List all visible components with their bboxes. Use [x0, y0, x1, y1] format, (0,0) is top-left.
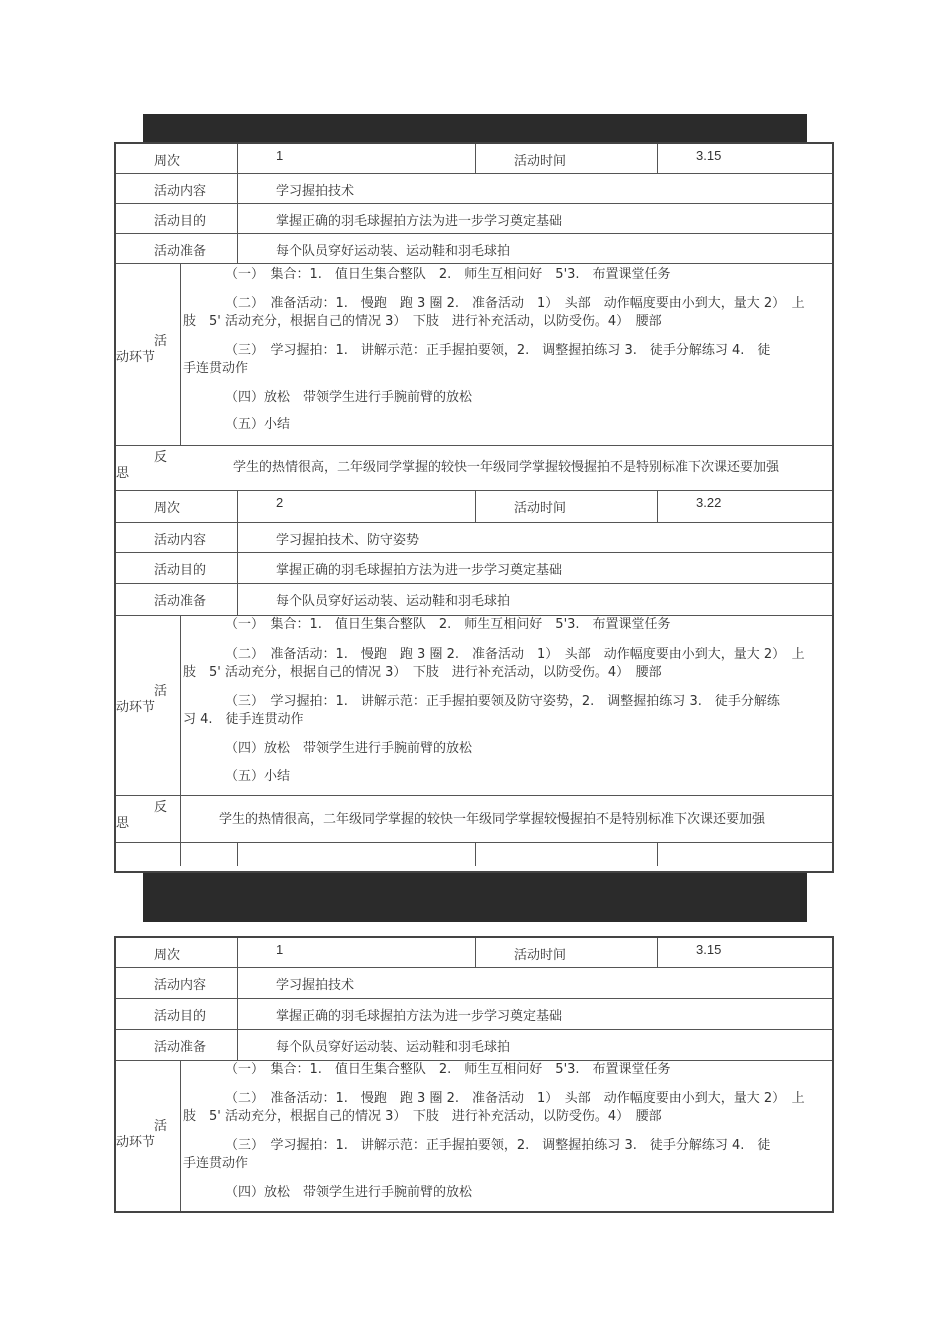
prep-label: 活动准备	[154, 244, 207, 259]
week-row	[116, 938, 832, 968]
goal-row	[116, 999, 832, 1030]
step-2-cont: 肢 5' 活动充分，根据自己的情况 3） 下肢 进行补充活动，以防受伤。4） 腰部	[183, 314, 662, 329]
week-value: 2	[276, 495, 284, 510]
lesson-table-2	[114, 936, 834, 1213]
step-4: （四）放松 带领学生进行手腕前臂的放松	[225, 1185, 473, 1200]
content-value: 学习握拍技术	[276, 184, 355, 199]
time-value: 3.15	[696, 148, 722, 163]
step-3: （三） 学习握拍：1. 讲解示范：正手握拍要领及防守姿势，2. 调整握拍练习 3. 徒手分解练	[225, 694, 780, 709]
step-1: （一） 集合：1. 值日生集合整队 2. 师生互相问好 5'3. 布置课堂任务	[225, 267, 671, 282]
steps-label-a: 活	[154, 334, 168, 349]
goal-label: 活动目的	[154, 1009, 207, 1024]
step-5: （五）小结	[225, 417, 291, 432]
reflection-row	[116, 796, 832, 843]
reflect-label-b: 思	[116, 816, 130, 831]
week-value: 1	[276, 942, 284, 957]
step-3-cont: 习 4. 徒手连贯动作	[183, 712, 304, 727]
step-5: （五）小结	[225, 769, 291, 784]
goal-value: 掌握正确的羽毛球握拍方法为进一步学习奠定基础	[276, 214, 563, 229]
goal-row	[116, 553, 832, 584]
reflect-label-b: 思	[116, 466, 130, 481]
time-label: 活动时间	[514, 154, 567, 169]
week-label: 周次	[154, 501, 181, 516]
step-4: （四）放松 带领学生进行手腕前臂的放松	[225, 741, 473, 756]
reflection-text: 学生的热情很高，二年级同学掌握的较快一年级同学掌握较慢握拍不是特别标准下次课还要加强	[219, 812, 766, 827]
reflect-label-a: 反	[154, 450, 168, 465]
week-label: 周次	[154, 948, 181, 963]
steps-label-b: 动环节	[116, 350, 156, 365]
step-2-cont: 肢 5' 活动充分，根据自己的情况 3） 下肢 进行补充活动，以防受伤。4） 腰部	[183, 1109, 662, 1124]
steps-row	[116, 616, 832, 796]
step-1: （一） 集合：1. 值日生集合整队 2. 师生互相问好 5'3. 布置课堂任务	[225, 1062, 671, 1077]
prep-row	[116, 584, 832, 616]
step-3-cont: 手连贯动作	[183, 361, 249, 376]
steps-label-a: 活	[154, 1119, 168, 1134]
step-1: （一） 集合：1. 值日生集合整队 2. 师生互相问好 5'3. 布置课堂任务	[225, 617, 671, 632]
header-band-1	[143, 114, 807, 142]
week-row	[116, 144, 832, 174]
goal-row	[116, 204, 832, 234]
header-band-2	[143, 872, 807, 922]
goal-label: 活动目的	[154, 563, 207, 578]
prep-value: 每个队员穿好运动装、运动鞋和羽毛球拍	[276, 244, 511, 259]
step-2: （二） 准备活动：1. 慢跑 跑 3 圈 2. 准备活动 1） 头部 动作幅度要由小到大，量大 2） 上	[225, 1091, 805, 1106]
step-3: （三） 学习握拍：1. 讲解示范：正手握拍要领，2. 调整握拍练习 3. 徒手分解练习 4. 徒	[225, 1138, 771, 1153]
content-row	[116, 174, 832, 204]
step-2: （二） 准备活动：1. 慢跑 跑 3 圈 2. 准备活动 1） 头部 动作幅度要由小到大，量大 2） 上	[225, 296, 805, 311]
week-label: 周次	[154, 154, 181, 169]
goal-label: 活动目的	[154, 214, 207, 229]
reflection-text: 学生的热情很高，二年级同学掌握的较快一年级同学掌握较慢握拍不是特别标准下次课还要加强	[233, 460, 780, 475]
time-value: 3.22	[696, 495, 722, 510]
prep-value: 每个队员穿好运动装、运动鞋和羽毛球拍	[276, 1040, 511, 1055]
steps-row	[116, 1061, 832, 1211]
content-row	[116, 968, 832, 999]
time-label: 活动时间	[514, 948, 567, 963]
time-label: 活动时间	[514, 501, 567, 516]
week-value: 1	[276, 148, 284, 163]
empty-row	[116, 843, 832, 866]
steps-label-a: 活	[154, 684, 168, 699]
reflection-row	[116, 446, 832, 491]
step-2: （二） 准备活动：1. 慢跑 跑 3 圈 2. 准备活动 1） 头部 动作幅度要由小到大，量大 2） 上	[225, 647, 805, 662]
prep-label: 活动准备	[154, 594, 207, 609]
goal-value: 掌握正确的羽毛球握拍方法为进一步学习奠定基础	[276, 563, 563, 578]
content-value: 学习握拍技术、防守姿势	[276, 533, 420, 548]
content-label: 活动内容	[154, 533, 207, 548]
content-label: 活动内容	[154, 184, 207, 199]
steps-label-b: 动环节	[116, 1135, 156, 1150]
content-row	[116, 523, 832, 553]
reflect-label-a: 反	[154, 800, 168, 815]
steps-label-b: 动环节	[116, 700, 156, 715]
week-row	[116, 491, 832, 523]
prep-value: 每个队员穿好运动装、运动鞋和羽毛球拍	[276, 594, 511, 609]
goal-value: 掌握正确的羽毛球握拍方法为进一步学习奠定基础	[276, 1009, 563, 1024]
steps-row	[116, 264, 832, 446]
step-3: （三） 学习握拍：1. 讲解示范：正手握拍要领，2. 调整握拍练习 3. 徒手分解练习 4. 徒	[225, 343, 771, 358]
time-value: 3.15	[696, 942, 722, 957]
lesson-table-1	[114, 142, 834, 873]
prep-row	[116, 234, 832, 264]
content-value: 学习握拍技术	[276, 978, 355, 993]
step-3-cont: 手连贯动作	[183, 1156, 249, 1171]
content-label: 活动内容	[154, 978, 207, 993]
prep-row	[116, 1030, 832, 1061]
step-4: （四）放松 带领学生进行手腕前臂的放松	[225, 390, 473, 405]
prep-label: 活动准备	[154, 1040, 207, 1055]
step-2-cont: 肢 5' 活动充分，根据自己的情况 3） 下肢 进行补充活动，以防受伤。4） 腰部	[183, 665, 662, 680]
